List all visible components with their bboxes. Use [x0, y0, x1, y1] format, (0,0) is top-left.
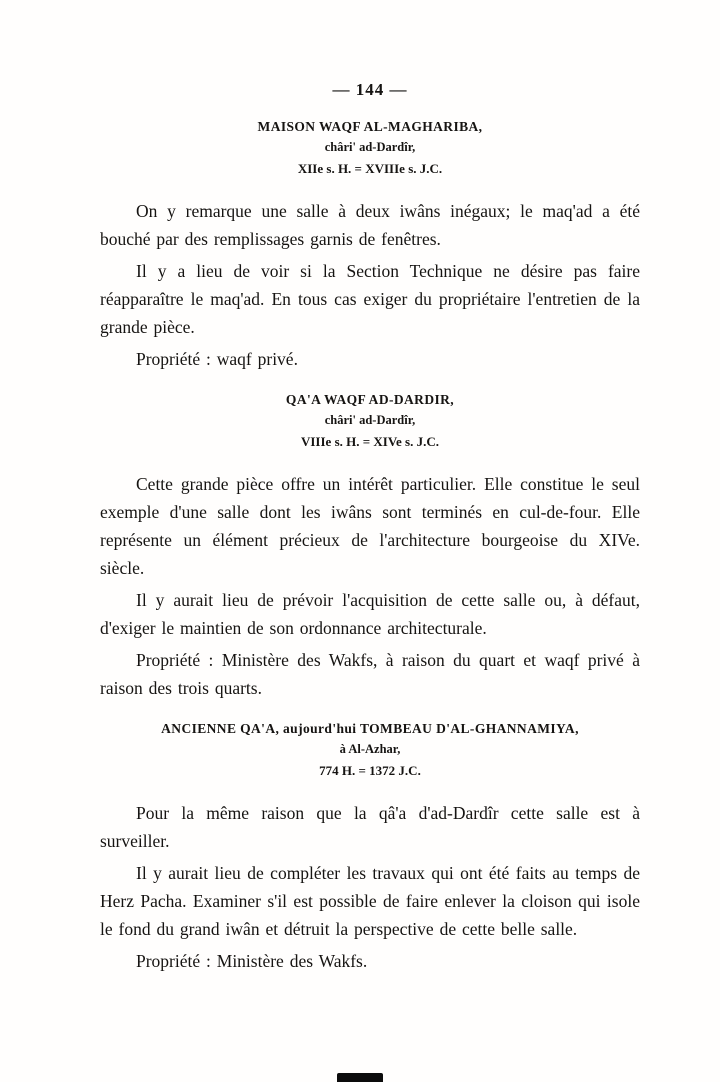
paragraph-propriete: Propriété : Ministère des Wakfs.	[136, 951, 368, 971]
paragraph-propriete: Propriété : Ministère des Wakfs, à raison du quart et waqf privé à raison des trois quarts.	[100, 650, 640, 698]
section-heading	[100, 391, 640, 450]
section-subtitle-place: à Al-Azhar,	[339, 742, 401, 756]
paragraph: Cette grande pièce offre un intérêt particulier. Elle constitue le seul exemple d'une salle dont les iwâns sont terminés en cul-de-four. Elle représente un élément précieux de l'architecture bourgeoise du XIVe. siècle.	[100, 474, 640, 578]
page-number: — 144 —	[332, 80, 408, 99]
section-heading	[100, 118, 640, 177]
paragraph: On y remarque une salle à deux iwâns inégaux; le maq'ad a été bouché par des remplissages garnis de fenêtres.	[100, 201, 640, 249]
section-subtitle-date: XIIe s. H. = XVIIIe s. J.C.	[297, 161, 443, 176]
section-title: QA'A WAQF AD-DARDIR,	[285, 392, 455, 407]
section-title: ANCIENNE QA'A, aujourd'hui TOMBEAU D'AL-GHANNAMIYA,	[161, 721, 579, 736]
scan-artifact	[337, 1073, 383, 1082]
paragraph: Pour la même raison que la qâ'a d'ad-Dardîr cette salle est à surveiller.	[100, 803, 640, 851]
paragraph: Il y aurait lieu de compléter les travaux qui ont été faits au temps de Herz Pacha. Examiner s'il est possible de faire enlever la cloison qui isole le fond du grand iwân et détruit la perspective de cette belle salle.	[100, 863, 640, 939]
section-qaa-waqf-ad-dardir	[100, 391, 640, 702]
section-subtitle-street: châri' ad-Dardîr,	[324, 140, 416, 154]
section-title: MAISON WAQF AL-MAGHARIBA,	[257, 119, 483, 134]
section-maison-waqf-al-maghariba	[100, 118, 640, 373]
paragraph: Il y aurait lieu de prévoir l'acquisition de cette salle ou, à défaut, d'exiger le maintien de son ordonnance architecturale.	[100, 590, 640, 638]
paragraph-propriete: Propriété : waqf privé.	[136, 349, 298, 369]
section-ancienne-qaa-tombeau	[100, 720, 640, 975]
paragraph: Il y a lieu de voir si la Section Technique ne désire pas faire réapparaître le maq'ad. En tous cas exiger du propriétaire l'entretien de la grande pièce.	[100, 261, 640, 337]
page-content	[100, 0, 640, 975]
section-subtitle-date: VIIIe s. H. = XIVe s. J.C.	[300, 434, 440, 449]
section-subtitle-street: châri' ad-Dardîr,	[324, 413, 416, 427]
section-heading	[100, 720, 640, 779]
section-subtitle-date: 774 H. = 1372 J.C.	[319, 763, 421, 778]
